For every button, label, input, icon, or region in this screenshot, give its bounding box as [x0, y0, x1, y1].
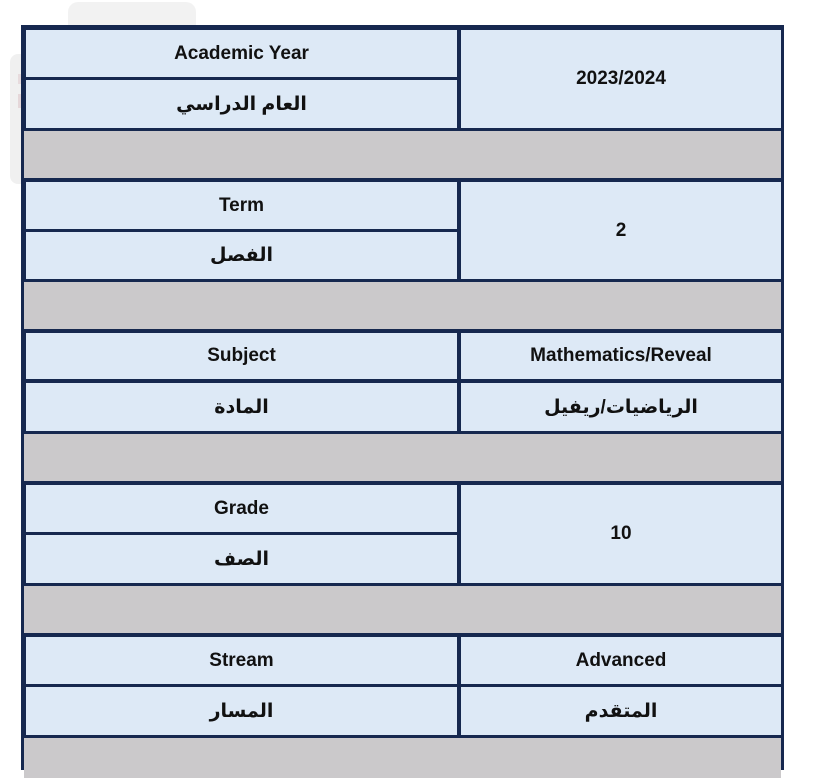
grade-label-en: Grade	[26, 485, 457, 532]
row-separator	[24, 434, 781, 481]
academic-year-value: 2023/2024	[461, 30, 781, 128]
stream-label-ar: المسار	[26, 687, 457, 735]
row-separator	[24, 282, 781, 329]
info-table	[21, 25, 784, 770]
grade-label-ar: الصف	[26, 535, 457, 583]
grade-value: 10	[461, 485, 781, 583]
subject-label-en: Subject	[26, 333, 457, 379]
row-separator	[24, 131, 781, 178]
academic-year-label-en: Academic Year	[26, 30, 457, 77]
row-separator	[24, 586, 781, 633]
stream-value-en: Advanced	[461, 637, 781, 684]
row-separator	[24, 738, 781, 778]
term-label-en: Term	[26, 182, 457, 229]
subject-label-ar: المادة	[26, 383, 457, 431]
subject-value-en: Mathematics/Reveal	[461, 333, 781, 379]
stream-value-ar: المتقدم	[461, 687, 781, 735]
academic-year-label-ar: العام الدراسي	[26, 80, 457, 128]
subject-value-ar: الرياضيات/ريفيل	[461, 383, 781, 431]
stream-label-en: Stream	[26, 637, 457, 684]
term-value: 2	[461, 182, 781, 279]
term-label-ar: الفصل	[26, 232, 457, 279]
